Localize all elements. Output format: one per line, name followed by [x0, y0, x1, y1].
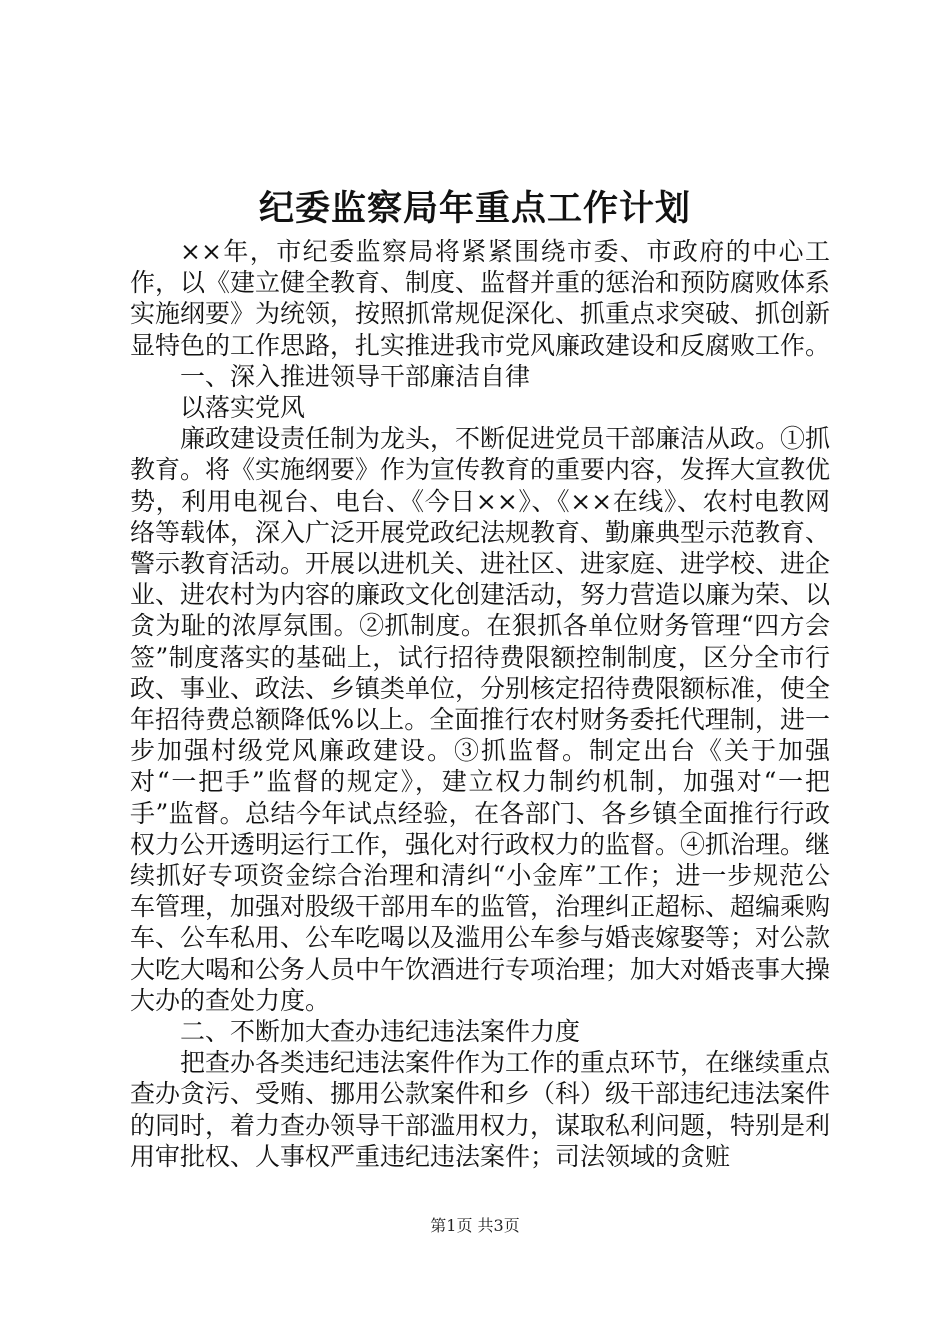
paragraph-section-1: 廉政建设责任制为龙头，不断促进党员干部廉洁从政。①抓教育。将《实施纲要》作为宣传教育的重要内容，发挥大宣教优势，利用电视台、电台、《今日××》、《××在线》、农村电教网络等载体，深入广泛开展党政纪法规教育、勤廉典型示范教育、警示教育活动。开展以进机关、进社区、进家庭、进学校、进企业、进农村为内容的廉政文化创建活动，努力营造以廉为荣、以贪为耻的浓厚氛围。②抓制度。在狠抓各单位财务管理“四方会签”制度落实的基础上，试行招待费限额控制制度，区分全市行政、事业、政法、乡镇类单位，分别核定招待费限额标准，使全年招待费总额降低%以上。全面推行农村财务委托代理制，进一步加强村级党风廉政建设。③抓监督。制定出台《关于加强对“一把手”监督的规定》，建立权力制约机制，加强对“一把手”监督。总结今年试点经验，在各部门、各乡镇全面推行行政权力公开透明运行工作，强化对行政权力的监督。④抓治理。继续抓好专项资金综合治理和清纠“小金库”工作；进一步规范公车管理，加强对股级干部用车的监管，治理纠正超标、超编乘购车、公车私用、公车吃喝以及滥用公车参与婚丧嫁娶等；对公款大吃大喝和公务人员中午饮酒进行专项治理；加大对婚丧事大操大办的查处力度。	[130, 424, 831, 1015]
document-body	[130, 236, 830, 1172]
paragraph-fragment: 以落实党风	[180, 393, 306, 423]
paragraph-section-2: 把查办各类违纪违法案件作为工作的重点环节，在继续重点查办贪污、受贿、挪用公款案件和乡（科）级干部违纪违法案件的同时，着力查办领导干部滥用权力，谋取私利问题，特别是利用审批权、人事权严重违纪违法案件；司法领域的贪赃	[130, 1048, 831, 1171]
document-title: 纪委监察局年重点工作计划	[258, 188, 691, 229]
section-heading-1: 一、深入推进领导干部廉洁自律	[180, 361, 531, 391]
section-heading-2: 二、不断加大查办违纪违法案件力度	[180, 1017, 581, 1047]
paragraph-intro: ××年，市纪委监察局将紧紧围绕市委、市政府的中心工作，以《建立健全教育、制度、监督并重的惩治和预防腐败体系实施纲要》为统领，按照抓常规促深化、抓重点求突破、抓创新显特色的工作思路，扎实推进我市党风廉政建设和反腐败工作。	[130, 237, 831, 360]
page-number-footer: 第1页 共3页	[430, 1216, 520, 1235]
